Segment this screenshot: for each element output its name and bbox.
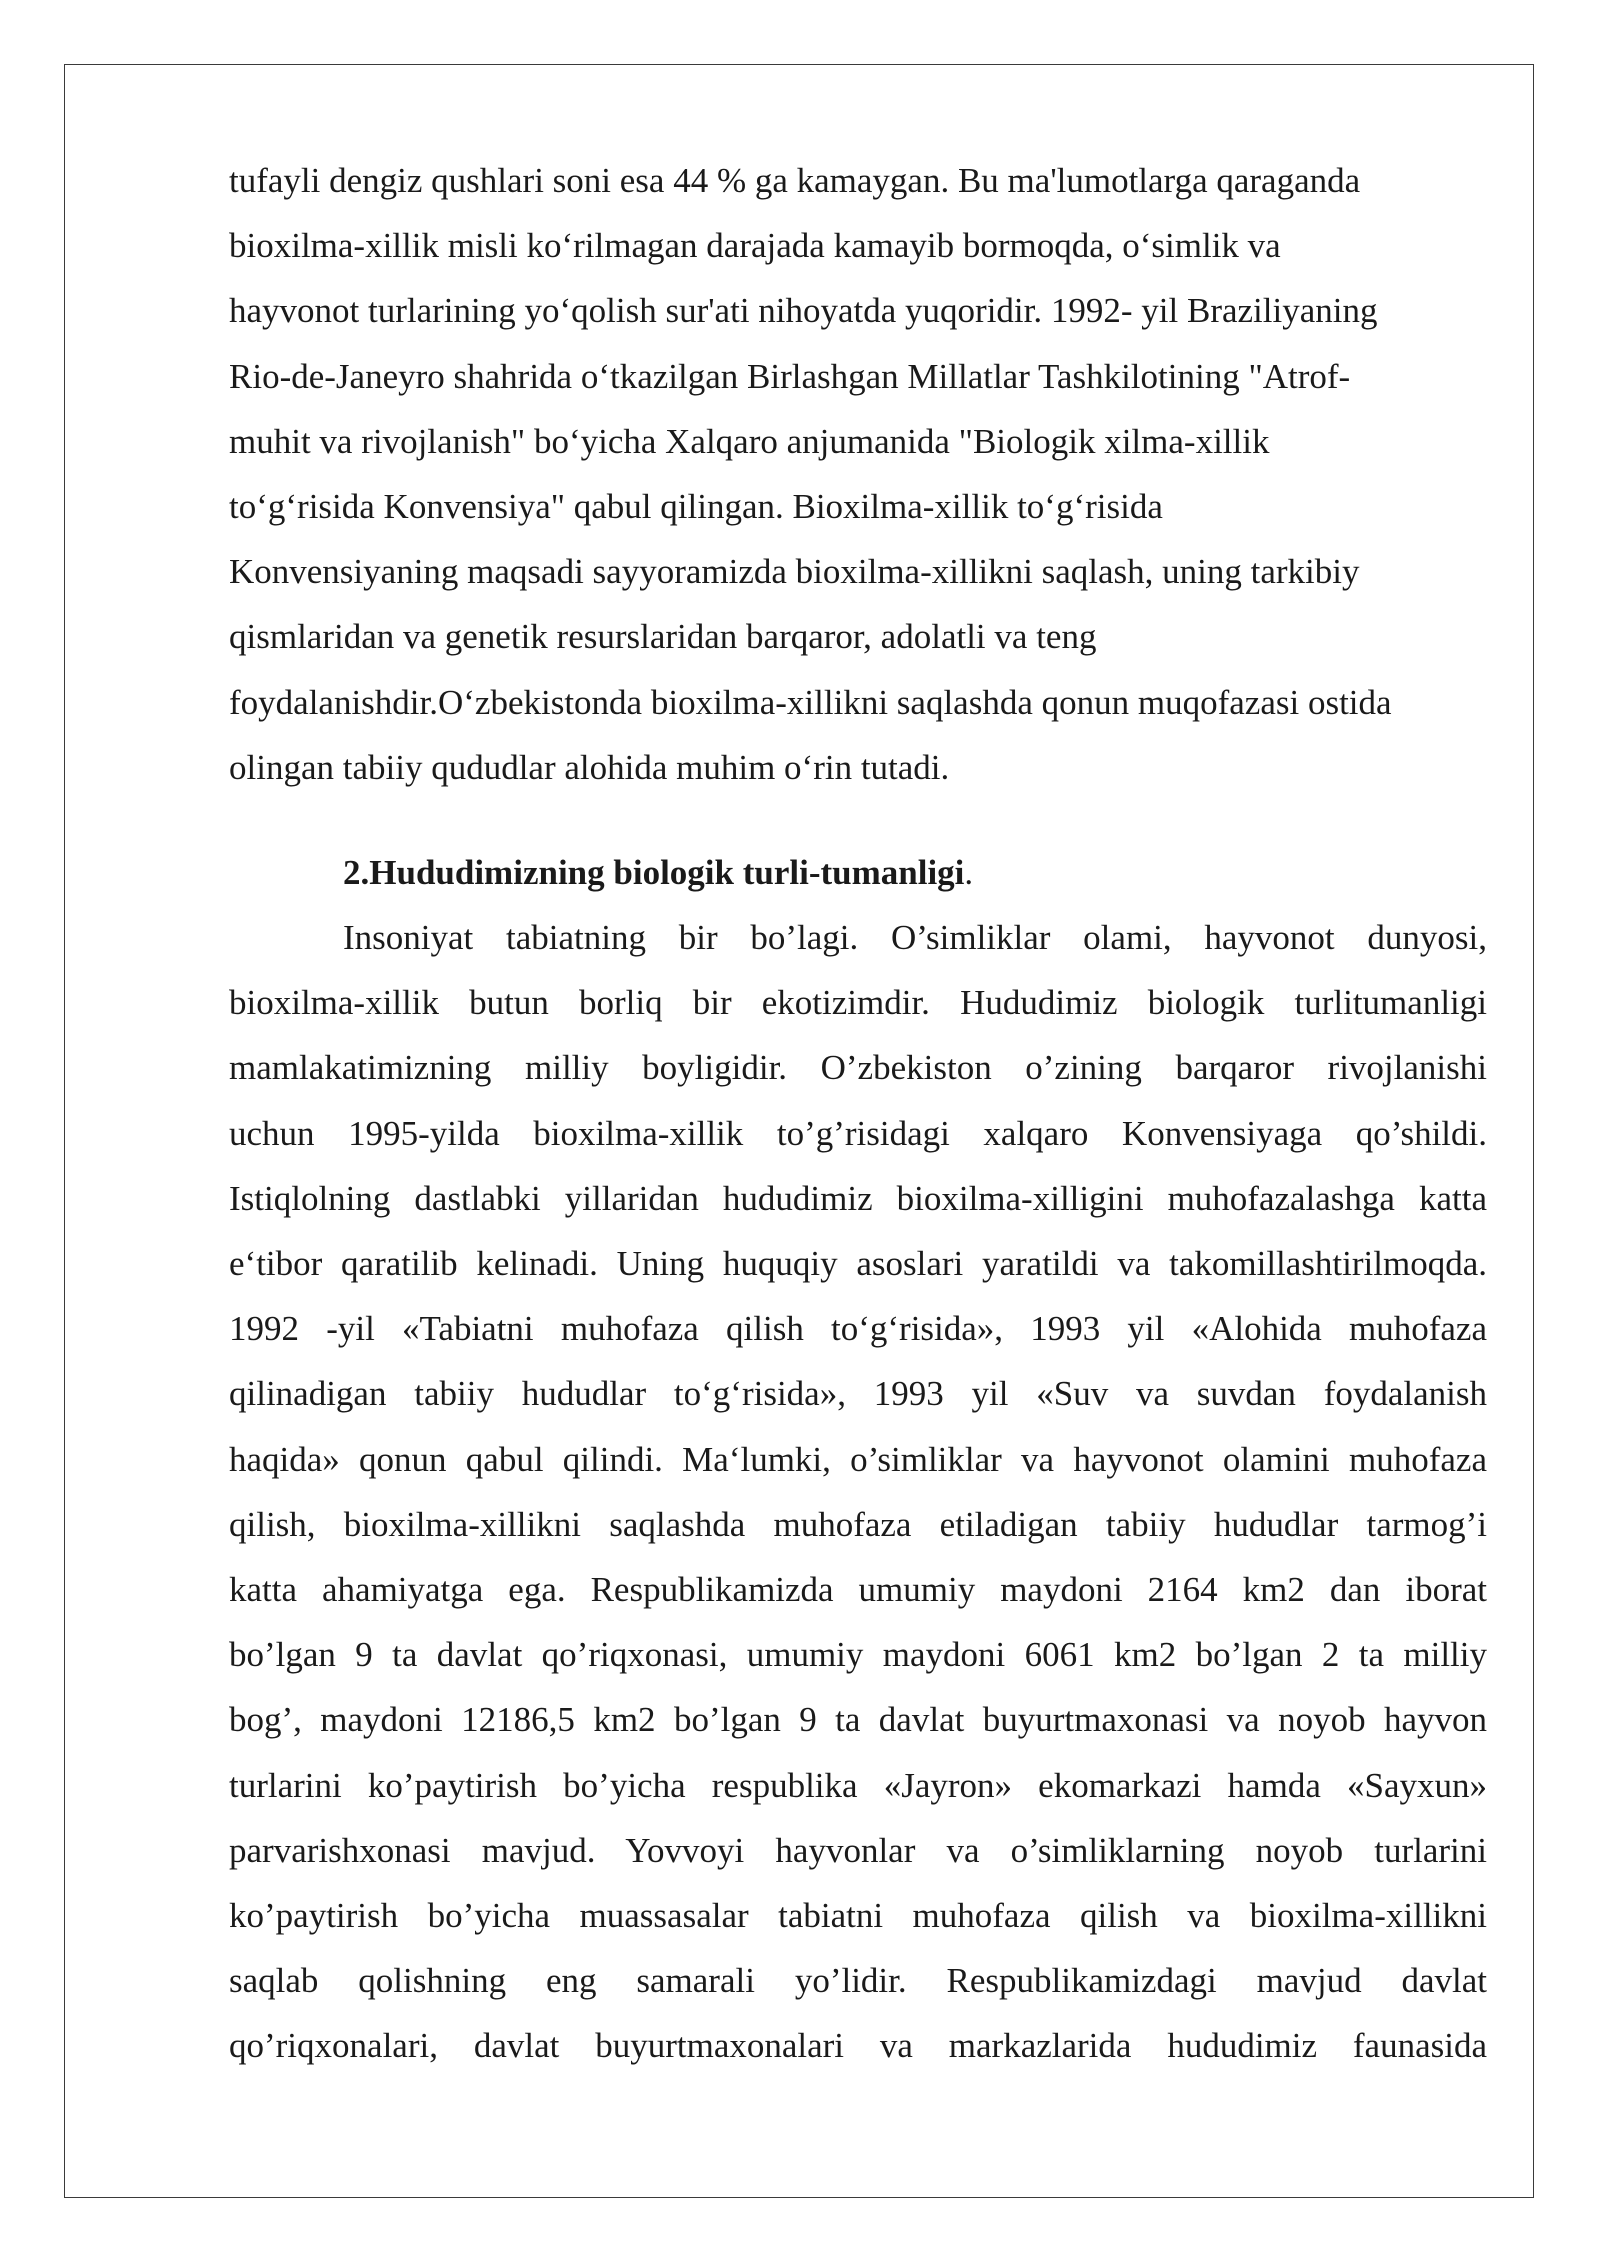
text-line: to‘g‘risida Konvensiya" qabul qilingan. Bioxilma-xillik to‘g‘risida [229, 486, 1163, 526]
text-line: bioxilma-xillik butun borliq bir ekotizimdir. Hududimiz biologik turlitumanligi [229, 983, 1487, 1023]
text-line: haqida» qonun qabul qilindi. Ma‘lumki, o’simliklar va hayvonot olamini muhofaza [229, 1439, 1487, 1479]
text-line: tufayli dengiz qushlari soni esa 44 % ga kamaygan. Bu ma'lumotlarga qaraganda [229, 161, 1361, 200]
section-heading-text: 2.Hududimizning biologik turli-tumanligi [343, 852, 965, 892]
text-line: bo’lgan 9 ta davlat qo’riqxonasi, umumiy maydoni 6061 km2 bo’lgan 2 ta milliy [229, 1635, 1487, 1675]
paragraph-1 [229, 148, 1487, 800]
text-line: bioxilma-xillik misli ko‘rilmagan darajada kamayib bormoqda, o‘simlik va [229, 226, 1281, 266]
text-line: uchun 1995-yilda bioxilma-xillik to’g’risidagi xalqaro Konvensiyaga qo’shildi. [229, 1113, 1487, 1153]
text-line: Rio-de-Janeyro shahrida o‘tkazilgan Birlashgan Millatlar Tashkilotining "Atrof- [229, 356, 1351, 396]
text-line: bog’, maydoni 12186,5 km2 bo’lgan 9 ta davlat buyurtmaxonasi va noyob hayvon [229, 1700, 1487, 1740]
section-heading [229, 840, 1487, 905]
paragraph-2 [229, 905, 1487, 2078]
text-line: hayvonot turlarining yo‘qolish sur'ati nihoyatda yuqoridir. 1992- yil Braziliyaning [229, 291, 1378, 331]
text-line: qilinadigan tabiiy hududlar to‘g‘risida», 1993 yil «Suv va suvdan foydalanish [229, 1374, 1487, 1414]
text-line: olingan tabiiy qududlar alohida muhim o‘rin tutadi. [229, 747, 950, 787]
text-line: turlarini ko’paytirish bo’yicha respublika «Jayron» ekomarkazi hamda «Sayxun» [229, 1765, 1487, 1805]
text-line: qismlaridan va genetik resurslaridan barqaror, adolatli va teng [229, 617, 1097, 657]
text-line: e‘tibor qaratilib kelinadi. Uning huquqiy asoslari yaratildi va takomillashtirilmoqda. [229, 1244, 1487, 1283]
text-line: parvarishxonasi mavjud. Yovvoyi hayvonlar va o’simliklarning noyob turlarini [229, 1830, 1487, 1870]
text-line: qo’riqxonalari, davlat buyurtmaxonalari va markazlarida hududimiz faunasida [229, 2026, 1487, 2066]
text-line: katta ahamiyatga ega. Respublikamizda umumiy maydoni 2164 km2 dan iborat [229, 1569, 1487, 1609]
text-line: ko’paytirish bo’yicha muassasalar tabiatni muhofaza qilish va bioxilma-xillikni [229, 1895, 1487, 1935]
text-line: qilish, bioxilma-xillikni saqlashda muhofaza etiladigan tabiiy hududlar tarmog’i [229, 1504, 1487, 1544]
text-line: mamlakatimizning milliy boyligidir. O’zbekiston o’zining barqaror rivojlanishi [229, 1048, 1487, 1088]
text-line: Istiqlolning dastlabki yillaridan hududimiz bioxilma-xilligini muhofazalashga katta [229, 1178, 1487, 1218]
text-line: saqlab qolishning eng samarali yo’lidir. Respublikamizdagi mavjud davlat [229, 1961, 1487, 2001]
text-line: foydalanishdir.O‘zbekistonda bioxilma-xillikni saqlashda qonun muqofazasi ostida [229, 682, 1392, 722]
text-line: 1992 -yil «Tabiatni muhofaza qilish to‘g‘risida», 1993 yil «Alohida muhofaza [229, 1309, 1487, 1349]
text-line: Konvensiyaning maqsadi sayyoramizda bioxilma-xillikni saqlash, uning tarkibiy [229, 552, 1360, 592]
text-line: Insoniyat tabiatning bir bo’lagi. O’simliklar olami, hayvonot dunyosi, [343, 918, 1487, 958]
section-heading-period: . [964, 852, 974, 892]
document-body [229, 148, 1487, 2078]
text-line: muhit va rivojlanish" bo‘yicha Xalqaro anjumanida "Biologik xilma-xillik [229, 421, 1270, 461]
